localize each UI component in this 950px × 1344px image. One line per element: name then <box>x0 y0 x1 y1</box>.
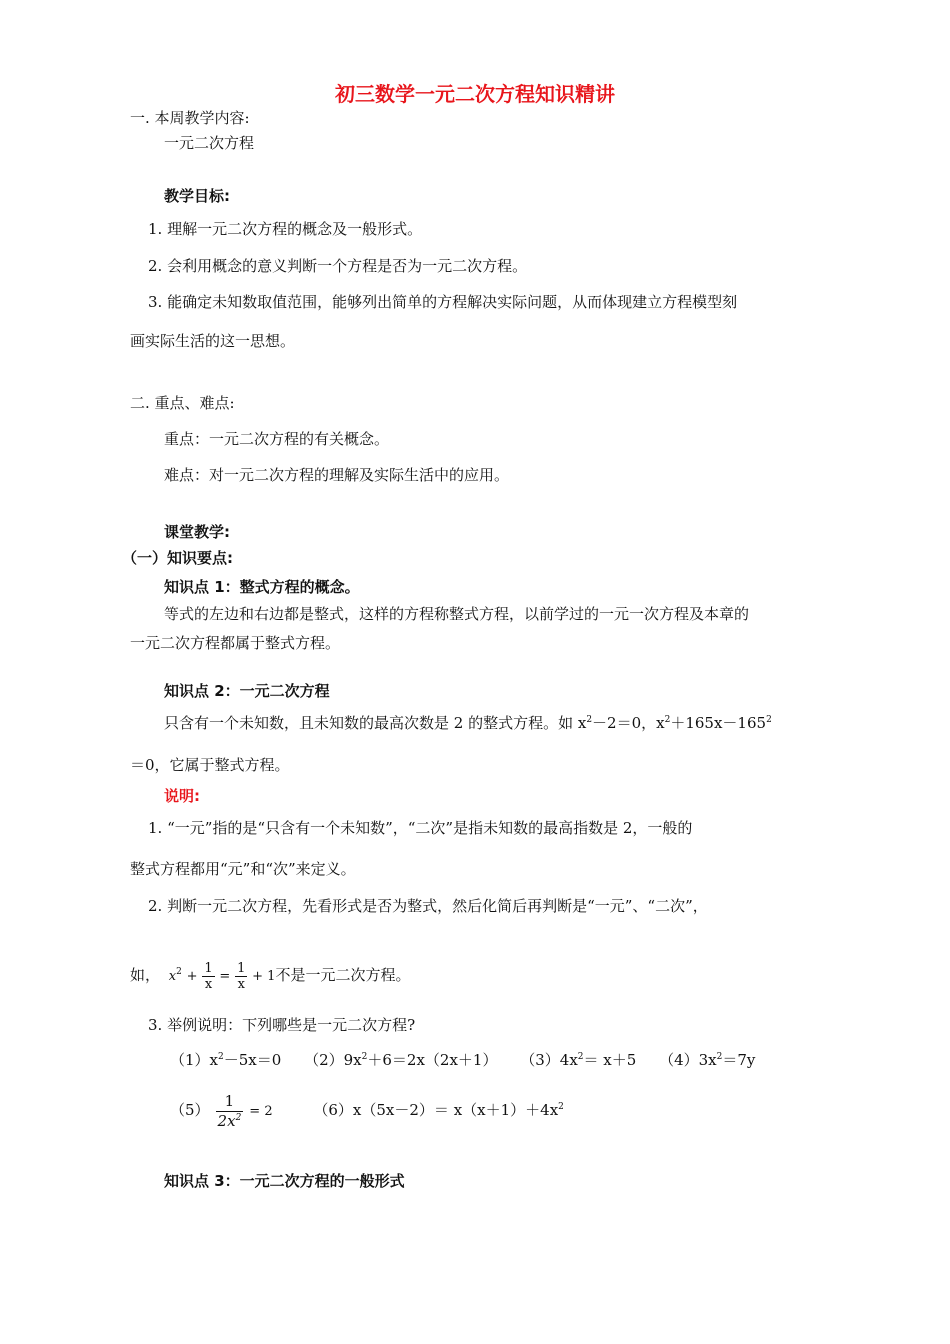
fraction-denominator <box>216 1112 244 1131</box>
var-x: x <box>168 969 177 984</box>
eq2-lhs: （2）9x <box>304 1051 362 1069</box>
kp2-text-b: －2＝0，x <box>592 714 665 732</box>
note1-line1: 1. “一元”指的是“只含有一个未知数”，“二次”是指未知数的最高指数是 2，一般的 <box>148 819 693 837</box>
eq4-rhs: ＝7y <box>722 1051 756 1069</box>
eq5-fraction <box>216 1092 244 1131</box>
note1-line2: 整式方程都用“元”和“次”来定义。 <box>130 860 356 878</box>
goal-item-3-cont: 画实际生活的这一思想。 <box>130 332 296 350</box>
fraction-numerator: 1 <box>216 1092 244 1112</box>
note3: 3. 举例说明：下列哪些是一元二次方程? <box>148 1016 416 1034</box>
goal-item-2: 2. 会利用概念的意义判断一个方程是否为一元二次方程。 <box>148 257 528 275</box>
kp2-text-line2: ＝0，它属于整式方程。 <box>130 756 290 774</box>
equals-sign: = <box>219 969 231 984</box>
equation-1 <box>170 1051 281 1069</box>
eq3-lhs: （3）4x <box>520 1051 578 1069</box>
section1-heading: 一. 本周教学内容: <box>130 109 250 127</box>
exponent: 2 <box>766 715 772 725</box>
plus-sign: + <box>186 969 198 984</box>
section2-heading: 二. 重点、难点: <box>130 394 235 412</box>
goal-item-1: 1. 理解一元二次方程的概念及一般形式。 <box>148 220 423 238</box>
eq1-rhs: －5x＝0 <box>223 1051 282 1069</box>
exponent: 2 <box>558 1102 564 1112</box>
kp2-text-line1 <box>164 713 772 733</box>
equation-list-row1 <box>170 1050 755 1070</box>
note2-example-prefix: 如， <box>130 966 161 984</box>
plus-one: + 1 <box>252 969 276 984</box>
note2-example-suffix: 不是一元二次方程 <box>275 966 396 984</box>
exponent: 2 <box>586 715 593 725</box>
fraction-denominator: x <box>237 976 245 992</box>
equation-3 <box>520 1051 636 1069</box>
note2-example <box>130 955 410 997</box>
fraction-one-over-x <box>235 961 247 992</box>
goal-item-3: 3. 能确定未知数取值范围，能够列出简单的方程解决实际问题，从而体现建立方程模型刻 <box>148 293 738 311</box>
eq5-label: （5） <box>170 1101 210 1119</box>
equation-2 <box>304 1051 497 1069</box>
eq5-den-text: 2x <box>217 1111 236 1130</box>
kp2-text-c: ＋165x－165 <box>670 714 767 732</box>
goals-heading: 教学目标: <box>164 187 230 205</box>
exponent: 2 <box>577 1052 584 1062</box>
classroom-heading: 课堂教学: <box>164 523 230 541</box>
equation-5 <box>170 1091 273 1130</box>
equation-list-row2 <box>170 1088 564 1134</box>
eq5-rhs: = 2 <box>249 1104 273 1119</box>
difficulty-point: 难点：对一元二次方程的理解及实际生活中的应用。 <box>164 466 510 484</box>
eq1-lhs: （1）x <box>170 1051 219 1069</box>
exponent: 2 <box>716 1052 723 1062</box>
exponent: 2 <box>664 715 671 725</box>
fraction-numerator: 1 <box>204 960 213 976</box>
eq6-text: （6）x（5x－2）＝ x（x＋1）＋4x <box>313 1101 559 1119</box>
exponent: 2 <box>361 1052 368 1062</box>
kp1-text-line1: 等式的左边和右边都是整式，这样的方程称整式方程，以前学过的一元一次方程及本章的 <box>164 605 750 623</box>
section1-content: 一元二次方程 <box>164 134 255 152</box>
note2-period: 。 <box>395 966 411 984</box>
fraction-denominator: x <box>204 976 213 992</box>
kp1-title: 知识点 1：整式方程的概念。 <box>164 578 360 596</box>
key-point: 重点：一元二次方程的有关概念。 <box>164 430 390 448</box>
kp3-title: 知识点 3：一元二次方程的一般形式 <box>164 1172 405 1190</box>
kp2-title: 知识点 2：一元二次方程 <box>164 682 330 700</box>
fraction-one-over-x <box>202 961 214 992</box>
note-label: 说明: <box>164 787 200 805</box>
kp1-text-line2: 一元二次方程都属于整式方程。 <box>130 634 341 652</box>
eq2-rhs: ＋6＝2x（2x＋1） <box>367 1051 498 1069</box>
exponent: 2 <box>176 967 182 977</box>
equation-6 <box>313 1101 564 1119</box>
equation-4 <box>659 1051 755 1069</box>
exponent: 2 <box>218 1052 224 1062</box>
eq4-lhs: （4）3x <box>659 1051 717 1069</box>
note2-line1: 2. 判断一元二次方程，先看形式是否为整式，然后化简后再判断是“一元”、“二次”， <box>148 897 708 915</box>
page-title: 初三数学一元二次方程知识精讲 <box>335 82 615 106</box>
exponent: 2 <box>235 1112 242 1123</box>
kp2-text-a: 只含有一个未知数，且未知数的最高次数是 2 的整式方程。如 x <box>164 714 587 732</box>
eq3-rhs: ＝ x＋5 <box>583 1051 637 1069</box>
fraction-numerator: 1 <box>237 960 246 976</box>
knowledge-points-heading: （一）知识要点: <box>122 549 233 567</box>
